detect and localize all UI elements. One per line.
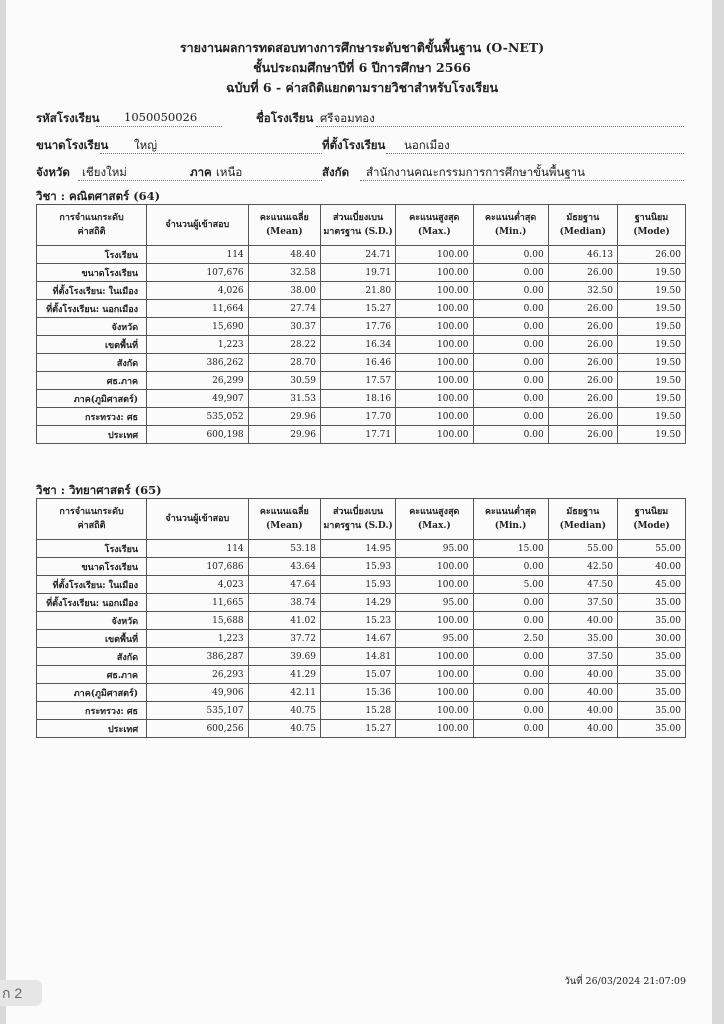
table-cell: 0.00 bbox=[473, 720, 548, 738]
row-label: ภาค(ภูมิศาสตร์) bbox=[37, 684, 147, 702]
table-cell: 15,690 bbox=[147, 318, 249, 336]
table-cell: 95.00 bbox=[396, 540, 473, 558]
table-cell: 40.75 bbox=[248, 720, 320, 738]
table-cell: 18.16 bbox=[321, 390, 396, 408]
table-row bbox=[37, 594, 686, 612]
table-cell: 30.37 bbox=[248, 318, 320, 336]
table-cell: 29.96 bbox=[248, 408, 320, 426]
table-cell: 46.13 bbox=[548, 246, 617, 264]
table-cell: 15,688 bbox=[147, 612, 249, 630]
table-cell: 0.00 bbox=[473, 558, 548, 576]
table-cell: 107,676 bbox=[147, 264, 249, 282]
table-cell: 32.58 bbox=[248, 264, 320, 282]
row-label: จังหวัด bbox=[37, 612, 147, 630]
table-cell: 48.40 bbox=[248, 246, 320, 264]
row-label: ที่ตั้งโรงเรียน: นอกเมือง bbox=[37, 300, 147, 318]
table-cell: 39.69 bbox=[248, 648, 320, 666]
table-cell: 100.00 bbox=[396, 318, 473, 336]
table-cell: 100.00 bbox=[396, 282, 473, 300]
table-cell: 35.00 bbox=[617, 612, 685, 630]
school-size: ใหญ่ bbox=[134, 138, 157, 152]
table-cell: 17.71 bbox=[321, 426, 396, 444]
table-cell: 17.70 bbox=[321, 408, 396, 426]
table-cell: 100.00 bbox=[396, 720, 473, 738]
school-location-label: ที่ตั้งโรงเรียน bbox=[322, 138, 386, 152]
header-max: คะแนนสูงสุด (Max.) bbox=[396, 205, 473, 246]
header-mode: ฐานนิยม (Mode) bbox=[617, 499, 685, 540]
school-name: ศรีจอมทอง bbox=[320, 111, 375, 125]
table-cell: 15.07 bbox=[321, 666, 396, 684]
table-row bbox=[37, 720, 686, 738]
table-cell: 19.50 bbox=[617, 408, 685, 426]
table-row bbox=[37, 702, 686, 720]
table-cell: 4,023 bbox=[147, 576, 249, 594]
table-row bbox=[37, 318, 686, 336]
table-cell: 15.36 bbox=[321, 684, 396, 702]
science-stats-table bbox=[36, 498, 686, 738]
table-cell: 19.50 bbox=[617, 354, 685, 372]
table-cell: 114 bbox=[147, 540, 249, 558]
table-cell: 0.00 bbox=[473, 300, 548, 318]
table-cell: 17.76 bbox=[321, 318, 396, 336]
table-cell: 386,262 bbox=[147, 354, 249, 372]
header-mean: คะแนนเฉลี่ย (Mean) bbox=[248, 499, 320, 540]
table-row bbox=[37, 426, 686, 444]
row-label: เขตพื้นที่ bbox=[37, 336, 147, 354]
table-cell: 0.00 bbox=[473, 702, 548, 720]
table-row bbox=[37, 336, 686, 354]
table-cell: 0.00 bbox=[473, 354, 548, 372]
table-cell: 40.00 bbox=[548, 720, 617, 738]
table-cell: 30.00 bbox=[617, 630, 685, 648]
table-cell: 40.75 bbox=[248, 702, 320, 720]
table-cell: 35.00 bbox=[548, 630, 617, 648]
math-stats-table bbox=[36, 204, 686, 444]
table-cell: 43.64 bbox=[248, 558, 320, 576]
table-cell: 55.00 bbox=[548, 540, 617, 558]
row-label: โรงเรียน bbox=[37, 540, 147, 558]
table-cell: 31.53 bbox=[248, 390, 320, 408]
table-cell: 24.71 bbox=[321, 246, 396, 264]
table-cell: 55.00 bbox=[617, 540, 685, 558]
table-cell: 535,052 bbox=[147, 408, 249, 426]
table-cell: 19.50 bbox=[617, 426, 685, 444]
table-cell: 19.50 bbox=[617, 300, 685, 318]
header-min: คะแนนต่ำสุด (Min.) bbox=[473, 499, 548, 540]
table-cell: 0.00 bbox=[473, 612, 548, 630]
table-cell: 100.00 bbox=[396, 666, 473, 684]
table-cell: 14.29 bbox=[321, 594, 396, 612]
page-tab[interactable]: ก 2 bbox=[0, 980, 42, 1006]
table-cell: 41.02 bbox=[248, 612, 320, 630]
table-cell: 11,664 bbox=[147, 300, 249, 318]
report-subtitle: ชั้นประถมศึกษาปีที่ 6 ปีการศึกษา 2566 bbox=[253, 60, 471, 75]
table-cell: 35.00 bbox=[617, 684, 685, 702]
report-edition: ฉบับที่ 6 - ค่าสถิติแยกตามรายวิชาสำหรับโรงเรียน bbox=[225, 80, 499, 95]
header-median: มัธยฐาน (Median) bbox=[548, 499, 617, 540]
table-row bbox=[37, 300, 686, 318]
table-cell: 40.00 bbox=[617, 558, 685, 576]
table-cell: 5.00 bbox=[473, 576, 548, 594]
row-label: ที่ตั้งโรงเรียน: ในเมือง bbox=[37, 576, 147, 594]
table-cell: 0.00 bbox=[473, 282, 548, 300]
table-cell: 14.67 bbox=[321, 630, 396, 648]
header-max: คะแนนสูงสุด (Max.) bbox=[396, 499, 473, 540]
table-cell: 15.23 bbox=[321, 612, 396, 630]
table-cell: 95.00 bbox=[396, 630, 473, 648]
row-label: ที่ตั้งโรงเรียน: ในเมือง bbox=[37, 282, 147, 300]
report-date: วันที่ 26/03/2024 21:07:09 bbox=[564, 976, 686, 987]
table-cell: 535,107 bbox=[147, 702, 249, 720]
table-cell: 100.00 bbox=[396, 576, 473, 594]
table-row bbox=[37, 282, 686, 300]
table-cell: 0.00 bbox=[473, 318, 548, 336]
table-cell: 100.00 bbox=[396, 702, 473, 720]
table-row bbox=[37, 390, 686, 408]
table-cell: 40.00 bbox=[548, 684, 617, 702]
table-cell: 38.00 bbox=[248, 282, 320, 300]
table-cell: 26,293 bbox=[147, 666, 249, 684]
science-subject-title: วิชา : วิทยาศาสตร์ (65) bbox=[36, 483, 162, 497]
table-cell: 35.00 bbox=[617, 594, 685, 612]
row-label: ประเทศ bbox=[37, 426, 147, 444]
table-cell: 16.46 bbox=[321, 354, 396, 372]
table-row bbox=[37, 666, 686, 684]
table-cell: 38.74 bbox=[248, 594, 320, 612]
table-cell: 49,906 bbox=[147, 684, 249, 702]
table-cell: 26.00 bbox=[548, 300, 617, 318]
table-cell: 42.50 bbox=[548, 558, 617, 576]
math-subject-title: วิชา : คณิตศาสตร์ (64) bbox=[36, 189, 161, 203]
table-cell: 1,223 bbox=[147, 630, 249, 648]
table-cell: 100.00 bbox=[396, 390, 473, 408]
row-label: กระทรวง: ศธ bbox=[37, 702, 147, 720]
row-label: กระทรวง: ศธ bbox=[37, 408, 147, 426]
table-cell: 100.00 bbox=[396, 408, 473, 426]
row-label: ศธ.ภาค bbox=[37, 372, 147, 390]
table-cell: 14.95 bbox=[321, 540, 396, 558]
table-cell: 15.27 bbox=[321, 720, 396, 738]
table-cell: 95.00 bbox=[396, 594, 473, 612]
row-label: ขนาดโรงเรียน bbox=[37, 264, 147, 282]
table-cell: 2.50 bbox=[473, 630, 548, 648]
table-cell: 19.50 bbox=[617, 318, 685, 336]
header-examinees: จำนวนผู้เข้าสอบ bbox=[147, 499, 249, 540]
table-cell: 100.00 bbox=[396, 426, 473, 444]
table-cell: 19.71 bbox=[321, 264, 396, 282]
table-cell: 32.50 bbox=[548, 282, 617, 300]
table-cell: 26.00 bbox=[548, 390, 617, 408]
table-cell: 0.00 bbox=[473, 246, 548, 264]
table-cell: 19.50 bbox=[617, 282, 685, 300]
table-cell: 0.00 bbox=[473, 336, 548, 354]
row-label: จังหวัด bbox=[37, 318, 147, 336]
table-row bbox=[37, 576, 686, 594]
header-sd: ส่วนเบี่ยงเบน มาตรฐาน (S.D.) bbox=[321, 499, 396, 540]
header-examinees: จำนวนผู้เข้าสอบ bbox=[147, 205, 249, 246]
table-cell: 40.00 bbox=[548, 612, 617, 630]
header-min: คะแนนต่ำสุด (Min.) bbox=[473, 205, 548, 246]
table-cell: 15.93 bbox=[321, 558, 396, 576]
table-cell: 100.00 bbox=[396, 264, 473, 282]
table-row bbox=[37, 354, 686, 372]
table-cell: 47.50 bbox=[548, 576, 617, 594]
table-cell: 47.64 bbox=[248, 576, 320, 594]
table-cell: 30.59 bbox=[248, 372, 320, 390]
table-row bbox=[37, 246, 686, 264]
header-classification: การจำแนกระดับ ค่าสถิติ bbox=[37, 499, 147, 540]
region: เหนือ bbox=[216, 165, 243, 179]
table-cell: 35.00 bbox=[617, 666, 685, 684]
table-cell: 26.00 bbox=[548, 318, 617, 336]
table-cell: 26.00 bbox=[548, 372, 617, 390]
row-label: โรงเรียน bbox=[37, 246, 147, 264]
table-cell: 21.80 bbox=[321, 282, 396, 300]
table-cell: 386,287 bbox=[147, 648, 249, 666]
table-cell: 35.00 bbox=[617, 720, 685, 738]
table-cell: 40.00 bbox=[548, 666, 617, 684]
table-cell: 107,686 bbox=[147, 558, 249, 576]
table-cell: 28.70 bbox=[248, 354, 320, 372]
table-cell: 11,665 bbox=[147, 594, 249, 612]
table-cell: 26.00 bbox=[548, 354, 617, 372]
school-location: นอกเมือง bbox=[404, 138, 450, 152]
table-cell: 114 bbox=[147, 246, 249, 264]
table-cell: 19.50 bbox=[617, 390, 685, 408]
table-cell: 0.00 bbox=[473, 264, 548, 282]
table-cell: 4,026 bbox=[147, 282, 249, 300]
table-cell: 19.50 bbox=[617, 336, 685, 354]
table-cell: 14.81 bbox=[321, 648, 396, 666]
header-mean: คะแนนเฉลี่ย (Mean) bbox=[248, 205, 320, 246]
table-row bbox=[37, 540, 686, 558]
affiliation-label: สังกัด bbox=[322, 165, 350, 179]
table-cell: 37.72 bbox=[248, 630, 320, 648]
table-cell: 100.00 bbox=[396, 246, 473, 264]
table-cell: 35.00 bbox=[617, 648, 685, 666]
table-cell: 15.00 bbox=[473, 540, 548, 558]
table-cell: 100.00 bbox=[396, 648, 473, 666]
table-cell: 600,198 bbox=[147, 426, 249, 444]
table-cell: 26.00 bbox=[548, 426, 617, 444]
table-cell: 0.00 bbox=[473, 372, 548, 390]
table-cell: 26.00 bbox=[617, 246, 685, 264]
table-cell: 17.57 bbox=[321, 372, 396, 390]
table-cell: 0.00 bbox=[473, 426, 548, 444]
table-cell: 100.00 bbox=[396, 354, 473, 372]
region-label: ภาค bbox=[190, 165, 212, 179]
table-cell: 49,907 bbox=[147, 390, 249, 408]
table-cell: 28.22 bbox=[248, 336, 320, 354]
row-label: สังกัด bbox=[37, 648, 147, 666]
table-cell: 29.96 bbox=[248, 426, 320, 444]
row-label: ศธ.ภาค bbox=[37, 666, 147, 684]
table-cell: 100.00 bbox=[396, 300, 473, 318]
table-cell: 0.00 bbox=[473, 684, 548, 702]
table-row bbox=[37, 372, 686, 390]
table-cell: 15.27 bbox=[321, 300, 396, 318]
table-cell: 15.93 bbox=[321, 576, 396, 594]
row-label: สังกัด bbox=[37, 354, 147, 372]
table-cell: 0.00 bbox=[473, 666, 548, 684]
table-cell: 26.00 bbox=[548, 336, 617, 354]
table-cell: 0.00 bbox=[473, 648, 548, 666]
table-row bbox=[37, 684, 686, 702]
table-cell: 19.50 bbox=[617, 264, 685, 282]
table-cell: 37.50 bbox=[548, 648, 617, 666]
school-name-label: ชื่อโรงเรียน bbox=[256, 111, 314, 125]
table-cell: 40.00 bbox=[548, 702, 617, 720]
table-cell: 100.00 bbox=[396, 612, 473, 630]
table-cell: 26.00 bbox=[548, 264, 617, 282]
affiliation: สำนักงานคณะกรรมการการศึกษาขั้นพื้นฐาน bbox=[366, 165, 585, 179]
table-cell: 15.28 bbox=[321, 702, 396, 720]
table-cell: 100.00 bbox=[396, 684, 473, 702]
table-cell: 0.00 bbox=[473, 594, 548, 612]
school-size-label: ขนาดโรงเรียน bbox=[36, 138, 109, 152]
header-median: มัธยฐาน (Median) bbox=[548, 205, 617, 246]
report-title: รายงานผลการทดสอบทางการศึกษาระดับชาติขั้นพื้นฐาน (O-NET) bbox=[179, 40, 545, 55]
table-cell: 26.00 bbox=[548, 408, 617, 426]
row-label: ประเทศ bbox=[37, 720, 147, 738]
table-row bbox=[37, 558, 686, 576]
school-code-row bbox=[36, 110, 99, 128]
table-cell: 16.34 bbox=[321, 336, 396, 354]
table-cell: 600,256 bbox=[147, 720, 249, 738]
table-row bbox=[37, 630, 686, 648]
table-row bbox=[37, 408, 686, 426]
table-cell: 100.00 bbox=[396, 336, 473, 354]
table-row bbox=[37, 612, 686, 630]
table-cell: 37.50 bbox=[548, 594, 617, 612]
school-code-label: รหัสโรงเรียน bbox=[36, 111, 100, 125]
row-label: ภาค(ภูมิศาสตร์) bbox=[37, 390, 147, 408]
table-cell: 42.11 bbox=[248, 684, 320, 702]
table-cell: 45.00 bbox=[617, 576, 685, 594]
table-cell: 35.00 bbox=[617, 702, 685, 720]
school-code: 1050050026 bbox=[124, 110, 198, 124]
province-label: จังหวัด bbox=[36, 165, 70, 179]
table-row bbox=[37, 648, 686, 666]
table-cell: 27.74 bbox=[248, 300, 320, 318]
table-cell: 41.29 bbox=[248, 666, 320, 684]
table-row bbox=[37, 264, 686, 282]
row-label: เขตพื้นที่ bbox=[37, 630, 147, 648]
header-sd: ส่วนเบี่ยงเบน มาตรฐาน (S.D.) bbox=[321, 205, 396, 246]
row-label: ขนาดโรงเรียน bbox=[37, 558, 147, 576]
header-mode: ฐานนิยม (Mode) bbox=[617, 205, 685, 246]
table-cell: 100.00 bbox=[396, 372, 473, 390]
table-cell: 1,223 bbox=[147, 336, 249, 354]
table-cell: 53.18 bbox=[248, 540, 320, 558]
header-classification: การจำแนกระดับ ค่าสถิติ bbox=[37, 205, 147, 246]
row-label: ที่ตั้งโรงเรียน: นอกเมือง bbox=[37, 594, 147, 612]
table-cell: 26,299 bbox=[147, 372, 249, 390]
province: เชียงใหม่ bbox=[82, 165, 127, 179]
table-cell: 0.00 bbox=[473, 408, 548, 426]
table-cell: 0.00 bbox=[473, 390, 548, 408]
table-cell: 19.50 bbox=[617, 372, 685, 390]
table-cell: 100.00 bbox=[396, 558, 473, 576]
